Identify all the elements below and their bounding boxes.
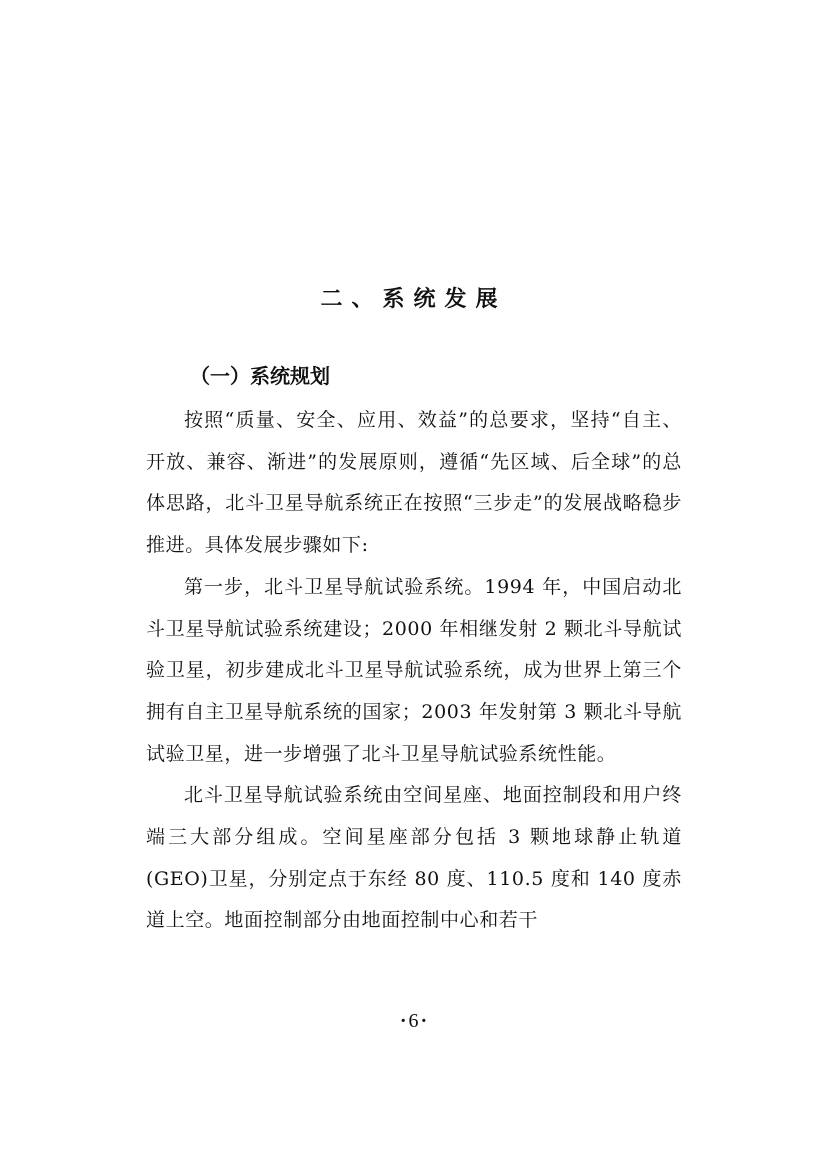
- chapter-title: 二、系统发展: [320, 287, 507, 312]
- paragraph-system-composition: 北斗卫星导航试验系统由空间星座、地面控制段和用户终端三大部分组成。空间星座部分包括 3 颗地球静止轨道(GEO)卫星，分别定点于东经 80 度、110.5 度和 140 度赤道上空。地面控制部分由地面控制中心和若干: [146, 784, 682, 932]
- body-text: [146, 400, 682, 942]
- page-number-dot-left: ·: [399, 1010, 407, 1032]
- page-number-value: 6: [408, 1010, 419, 1032]
- paragraph-principles: 按照“质量、安全、应用、效益”的总要求，坚持“自主、开放、兼容、渐进”的发展原则，遵循“先区域、后全球”的总体思路，北斗卫星导航系统正在按照“三步走”的发展战略稳步推进。具体发展步骤如下:: [146, 409, 682, 557]
- page-number-dot-right: ·: [420, 1010, 428, 1032]
- page-number: [0, 1006, 827, 1036]
- section-heading: （一）系统规划: [190, 364, 330, 388]
- paragraph-step-one: 第一步，北斗卫星导航试验系统。1994 年，中国启动北斗卫星导航试验系统建设；2000 年相继发射 2 颗北斗导航试验卫星，初步建成北斗卫星导航试验系统，成为世界上第三个拥有自主卫星导航系统的国家；2003 年发射第 3 颗北斗导航试验卫星，进一步增强了北斗卫星导航试验系统性能。: [146, 575, 682, 765]
